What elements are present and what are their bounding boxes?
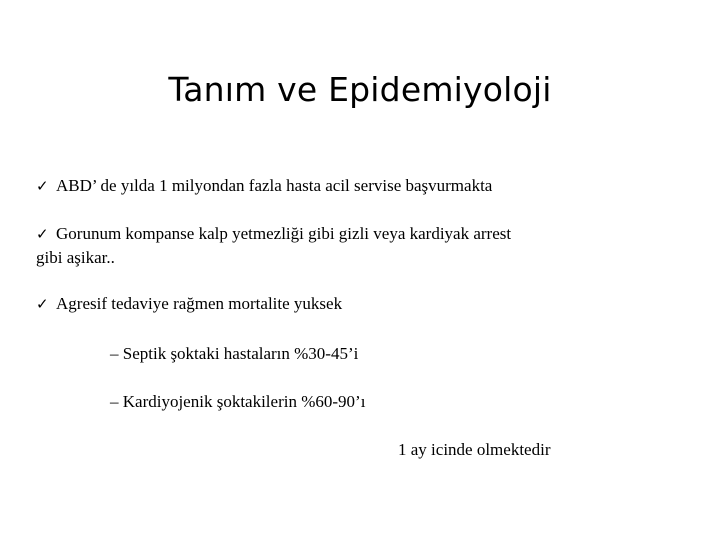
closing-line: 1 ay icinde olmektedir [398, 440, 551, 459]
bullet-2-text: Gorunum kompanse kalp yetmezliği gibi gizli veya kardiyak arrest [56, 224, 512, 243]
check-icon: ✓ [36, 295, 49, 313]
check-icon: ✓ [36, 225, 49, 243]
bullet-3-text: Agresif tedaviye rağmen mortalite yuksek [56, 294, 343, 313]
bullet-1-text: ABD’ de yılda 1 milyondan fazla hasta acil servise başvurmakta [56, 176, 493, 195]
bullet-3 [36, 292, 342, 316]
sub-bullet-2: – Kardiyojenik şoktakilerin %60-90’ı [110, 392, 366, 411]
bullet-2 [36, 222, 511, 246]
bullet-2-continuation: gibi aşikar.. [36, 248, 115, 267]
bullet-1 [36, 174, 492, 198]
sub-bullet-1: – Septik şoktaki hastaların %30-45’i [110, 344, 359, 363]
check-icon: ✓ [36, 177, 49, 195]
slide-title: Tanım ve Epidemiyoloji [168, 70, 552, 109]
